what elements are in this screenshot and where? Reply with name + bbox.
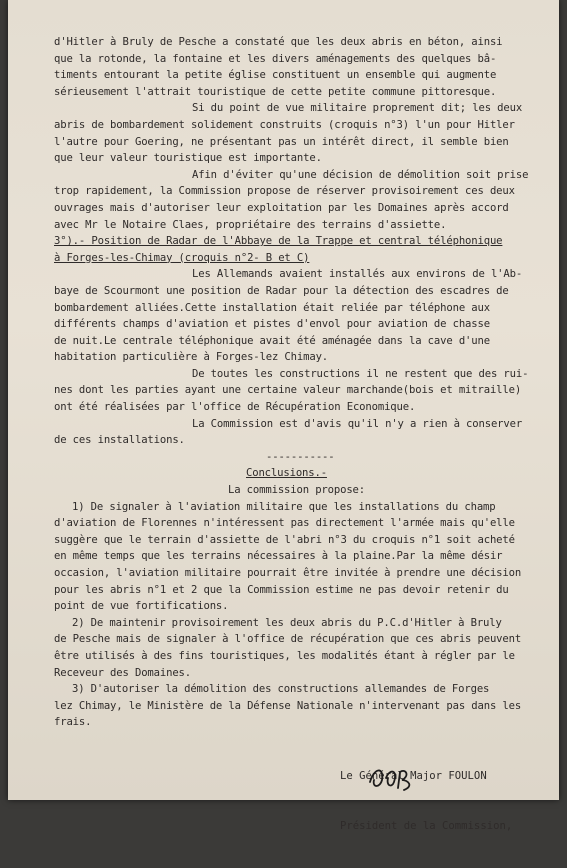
text-line: Receveur des Domaines. bbox=[54, 666, 192, 679]
text-line: nes dont les parties ayant une certaine valeur marchande(bois et mitraille) bbox=[54, 384, 522, 397]
text-line: Afin d'éviter qu'une décision de démolition soit prise bbox=[192, 168, 529, 181]
text-line: habitation particulière à Forges-lez Chimay. bbox=[54, 351, 329, 364]
text-line: que la rotonde, la fontaine et les divers aménagements des quelques bâ- bbox=[54, 52, 497, 65]
signature-block bbox=[340, 735, 512, 868]
text-line: avec Mr le Notaire Claes, propriétaire des terrains d'assiette. bbox=[54, 218, 447, 231]
text-line: pour les abris n°1 et 2 que la Commission estime ne pas devoir retenir du bbox=[54, 583, 509, 596]
text-line: être utilisés à des fins touristiques, les modalités étant à régler par le bbox=[54, 649, 515, 662]
conclusions-heading: Conclusions.- bbox=[246, 467, 327, 480]
text-line: en même temps que les terrains nécessaires à la plaine.Par la même désir bbox=[54, 550, 503, 563]
text-line: De toutes les constructions il ne restent que des rui- bbox=[192, 367, 529, 380]
text-line: 3) D'autoriser la démolition des constructions allemandes de Forges bbox=[72, 683, 490, 696]
signatory-title: Président de la Commission, bbox=[340, 819, 513, 832]
text-line: de ces installations. bbox=[54, 434, 185, 447]
text-line: que leur valeur touristique est importante. bbox=[54, 152, 322, 165]
handwritten-signature bbox=[364, 758, 424, 794]
text-line: de nuit.Le centrale téléphonique avait été aménagée dans la cave d'une bbox=[54, 334, 490, 347]
text-line: occasion, l'aviation militaire pourrait être invitée à prendre une décision bbox=[54, 567, 522, 579]
text-line: Les Allemands avaient installés aux environs de l'Ab- bbox=[192, 268, 523, 281]
text-line: suggère que le terrain d'assiette de l'abri n°3 du croquis n°1 soit acheté bbox=[54, 533, 515, 546]
section-heading: 3°).- Position de Radar de l'Abbaye de la Trappe et central téléphonique bbox=[54, 235, 503, 248]
text-line: différents champs d'aviation et pistes d'envol pour aviation de chasse bbox=[54, 318, 490, 331]
document-page bbox=[8, 0, 559, 832]
text-line: timents entourant la petite église constituent un ensemble qui augmente bbox=[54, 69, 497, 82]
text-line: ont été réalisées par l'office de Récupération Economique. bbox=[54, 401, 416, 414]
text-line: 1) De signaler à l'aviation militaire que les installations du champ bbox=[72, 500, 496, 513]
text-line: abris de bombardement solidement construits (croquis n°3) l'un pour Hitler bbox=[54, 118, 515, 131]
text-line: frais. bbox=[54, 716, 92, 729]
text-line: l'autre pour Goering, ne présentant pas un intérêt direct, il semble bien bbox=[54, 135, 509, 148]
text-line: lez Chimay, le Ministère de la Défense Nationale n'intervenant pas dans les bbox=[54, 699, 522, 712]
section-divider: ----------- bbox=[266, 450, 335, 463]
text-line: La commission propose: bbox=[228, 484, 366, 497]
text-line: trop rapidement, la Commission propose de réserver provisoirement ces deux bbox=[54, 185, 515, 198]
text-line: point de vue fortifications. bbox=[54, 600, 229, 613]
text-line: bombardement alliées.Cette installation était reliée par téléphone aux bbox=[54, 301, 490, 314]
text-line: sérieusement l'attrait touristique de cette petite commune pittoresque. bbox=[54, 85, 497, 98]
signatory-name: Le Général Major FOULON bbox=[340, 770, 487, 783]
text-line: ouvrages mais d'autoriser leur exploitation par les Domaines après accord bbox=[54, 201, 509, 214]
text-line: de Pesche mais de signaler à l'office de récupération que ces abris peuvent bbox=[54, 633, 522, 646]
document-body bbox=[54, 34, 567, 731]
text-line: Si du point de vue militaire proprement dit; les deux bbox=[192, 102, 523, 115]
section-heading: à Forges-les-Chimay (croquis n°2- B et C) bbox=[54, 251, 310, 264]
text-line: d'Hitler à Bruly de Pesche a constaté que les deux abris en béton, ainsi bbox=[54, 36, 503, 48]
text-line: baye de Scourmont une position de Radar pour la détection des escadres de bbox=[54, 284, 509, 297]
text-line: 2) De maintenir provisoirement les deux abris du P.C.d'Hitler à Bruly bbox=[72, 616, 502, 629]
text-line: La Commission est d'avis qu'il n'y a rien à conserver bbox=[192, 417, 523, 430]
text-line: d'aviation de Florennes n'intéressent pas directement l'armée mais qu'elle bbox=[54, 517, 515, 530]
